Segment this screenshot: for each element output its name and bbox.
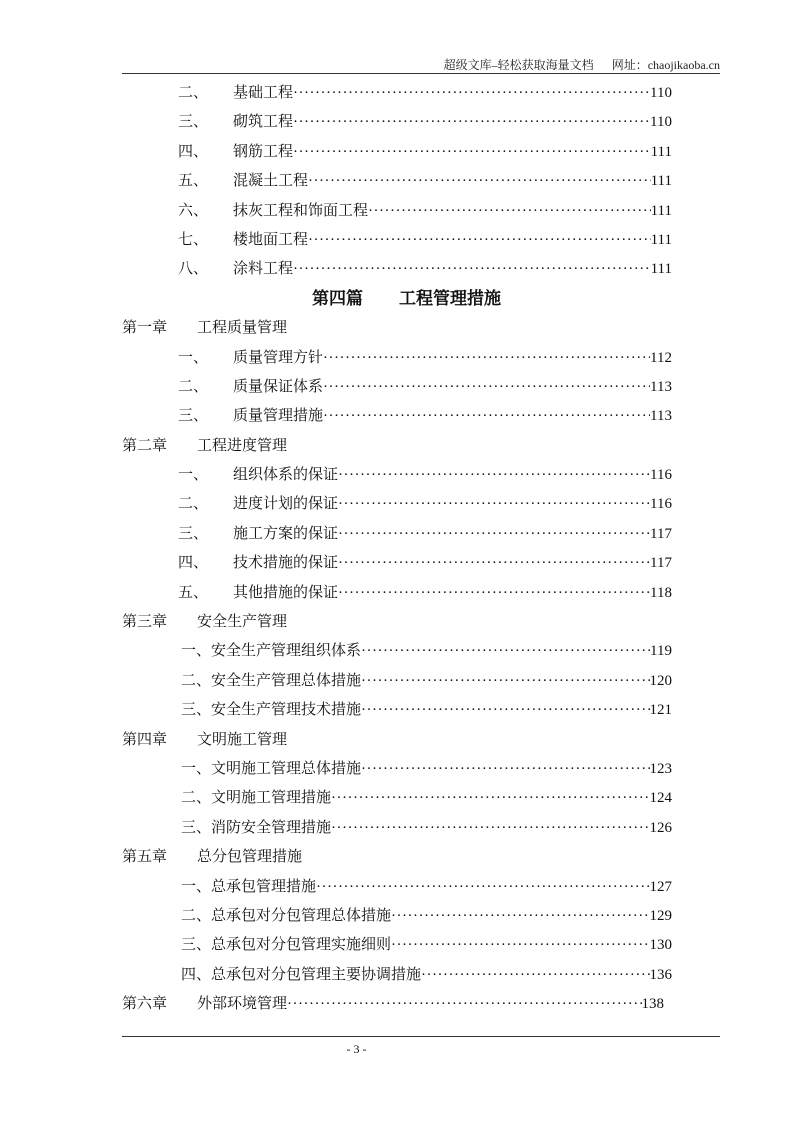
part-heading (0, 285, 793, 314)
toc-page-number: 111 (650, 143, 672, 160)
toc-number: 七、 (178, 231, 209, 248)
toc-page-number: 123 (649, 760, 672, 777)
dot-leader (293, 108, 650, 137)
dot-leader (331, 814, 649, 843)
dot-leader (331, 784, 649, 813)
dot-leader (368, 197, 651, 226)
toc-number: 第三章 (122, 614, 168, 631)
toc-page-number: 111 (650, 261, 672, 278)
dot-leader (293, 138, 651, 167)
toc-title: 涂料工程 (233, 261, 294, 278)
dot-leader (338, 520, 650, 549)
dot-leader (421, 961, 649, 990)
dot-leader (361, 637, 650, 666)
toc-number: 六、 (178, 202, 209, 219)
dot-leader (293, 79, 650, 108)
page-number: - 3 - (346, 1042, 367, 1056)
dot-leader (338, 579, 650, 608)
toc-chapter (0, 314, 793, 343)
toc-number: 八、 (178, 261, 209, 278)
dot-leader (323, 373, 650, 402)
toc-title: 安全生产管理 (197, 614, 288, 631)
toc-number: 五、 (178, 584, 209, 601)
toc-page-number: 121 (649, 702, 672, 719)
toc-entry[interactable] (0, 197, 672, 226)
toc-title: 工程质量管理 (197, 320, 288, 337)
toc-title: 二、安全生产管理总体措施 (181, 672, 362, 689)
toc-title: 三、消防安全管理措施 (181, 819, 332, 836)
toc-title: 三、总承包对分包管理实施细则 (181, 937, 392, 954)
toc-entry[interactable] (0, 784, 672, 813)
toc-page-number: 126 (649, 819, 672, 836)
toc-entry[interactable] (0, 873, 672, 902)
toc-entry[interactable] (0, 961, 672, 990)
dot-leader (361, 667, 649, 696)
toc-page-number: 116 (650, 496, 672, 513)
toc-chapter[interactable] (0, 990, 664, 1019)
toc-entry[interactable] (0, 167, 672, 196)
toc-title: 一、总承包管理措施 (181, 878, 317, 895)
toc-entry[interactable] (0, 520, 672, 549)
toc-entry[interactable] (0, 255, 672, 284)
toc-number: 一、 (178, 349, 209, 366)
dot-leader (323, 402, 650, 431)
toc-page-number: 110 (650, 85, 672, 101)
toc-title: 质量管理方针 (233, 349, 324, 366)
dot-leader (338, 490, 650, 519)
toc-title: 施工方案的保证 (233, 525, 339, 542)
toc-entry[interactable] (0, 667, 672, 696)
header-site: 超级文库–轻松获取海量文档 (443, 58, 594, 72)
toc-title: 质量保证体系 (233, 378, 324, 395)
toc-number: 四、 (178, 143, 209, 160)
toc-number: 五、 (178, 173, 209, 190)
toc-page-number: 117 (650, 555, 672, 572)
toc-title: 抹灰工程和饰面工程 (233, 202, 369, 219)
toc-number: 第六章 (122, 996, 168, 1013)
toc-page-number: 129 (649, 907, 672, 924)
dot-leader (391, 931, 649, 960)
toc-number: 第四章 (122, 731, 168, 748)
toc-chapter (0, 432, 793, 461)
toc-number: 二、 (178, 378, 209, 395)
dot-leader (338, 461, 650, 490)
toc-page-number: 136 (649, 966, 672, 983)
dot-leader (287, 990, 641, 1019)
toc-number: 第五章 (122, 849, 168, 866)
dot-leader (323, 344, 650, 373)
toc-title: 四、总承包对分包管理主要协调措施 (181, 966, 422, 983)
toc-entry[interactable] (0, 226, 672, 255)
toc-page-number: 110 (650, 114, 672, 131)
toc-number: 三、 (178, 114, 209, 131)
toc-entry[interactable] (0, 490, 672, 519)
toc-title: 三、安全生产管理技术措施 (181, 702, 362, 719)
toc-page-number: 120 (649, 672, 672, 689)
toc-title: 楼地面工程 (233, 231, 309, 248)
toc-title: 总分包管理措施 (197, 849, 303, 866)
toc-number: 二、 (178, 496, 209, 513)
dot-leader (361, 696, 649, 725)
toc-entry[interactable] (0, 79, 672, 108)
toc-entry[interactable] (0, 696, 672, 725)
toc-title: 进度计划的保证 (233, 496, 339, 513)
toc-title: 工程进度管理 (197, 437, 288, 454)
toc-entry[interactable] (0, 814, 672, 843)
toc-page-number: 111 (650, 173, 672, 190)
toc-page-number: 112 (650, 349, 672, 366)
header-url: 网址：chaojikaoba.cn (611, 58, 720, 72)
toc-page-number: 111 (650, 202, 672, 219)
toc-title: 钢筋工程 (233, 143, 294, 160)
toc-title: 技术措施的保证 (233, 555, 339, 572)
toc-page-number: 127 (649, 878, 672, 895)
toc-number: 二、 (178, 85, 209, 101)
toc-number: 第一章 (122, 320, 168, 337)
toc-page-number: 116 (650, 467, 672, 484)
toc-title: 工程管理措施 (399, 288, 501, 309)
toc-page-number: 124 (649, 790, 672, 807)
toc-title: 其他措施的保证 (233, 584, 339, 601)
toc-chapter (0, 726, 793, 755)
toc-number: 三、 (178, 408, 209, 425)
dot-leader (308, 167, 651, 196)
table-of-contents (0, 79, 793, 1020)
toc-entry[interactable] (0, 138, 672, 167)
toc-number: 四、 (178, 555, 209, 572)
toc-page-number: 119 (650, 643, 672, 660)
toc-page-number: 118 (650, 584, 672, 601)
page-header (444, 56, 720, 73)
toc-page-number: 111 (650, 231, 672, 248)
toc-entry[interactable] (0, 108, 672, 137)
toc-number: 一、 (178, 467, 209, 484)
toc-entry[interactable] (0, 579, 672, 608)
dot-leader (391, 902, 649, 931)
toc-entry[interactable] (0, 549, 672, 578)
toc-chapter (0, 608, 793, 637)
dot-leader (361, 755, 649, 784)
toc-page-number: 130 (649, 937, 672, 954)
toc-number: 第二章 (122, 437, 168, 454)
toc-entry[interactable] (0, 402, 672, 431)
toc-page-number: 113 (650, 408, 672, 425)
toc-entry[interactable] (0, 755, 672, 784)
toc-page-number: 113 (650, 378, 672, 395)
dot-leader (338, 549, 650, 578)
toc-entry[interactable] (0, 931, 672, 960)
toc-title: 二、文明施工管理措施 (181, 790, 332, 807)
toc-title: 基础工程 (233, 85, 294, 101)
toc-entry[interactable] (0, 461, 672, 490)
dot-leader (308, 226, 651, 255)
toc-entry[interactable] (0, 637, 672, 666)
toc-title: 二、总承包对分包管理总体措施 (181, 907, 392, 924)
toc-entry[interactable] (0, 373, 672, 402)
toc-title: 一、文明施工管理总体措施 (181, 760, 362, 777)
spacer (363, 285, 399, 314)
toc-title: 一、安全生产管理组织体系 (181, 643, 362, 660)
toc-title: 组织体系的保证 (233, 467, 339, 484)
toc-number: 第四篇 (312, 288, 363, 309)
toc-title: 文明施工管理 (197, 731, 288, 748)
footer-rule (122, 1036, 720, 1037)
toc-chapter (0, 843, 793, 872)
toc-title: 外部环境管理 (197, 996, 288, 1013)
header-rule (122, 73, 720, 74)
toc-number: 三、 (178, 525, 209, 542)
toc-entry[interactable] (0, 344, 672, 373)
toc-title: 砌筑工程 (233, 114, 294, 131)
dot-leader (316, 873, 649, 902)
toc-title: 混凝土工程 (233, 173, 309, 190)
toc-title: 质量管理措施 (233, 408, 324, 425)
dot-leader (293, 255, 651, 284)
toc-page-number: 117 (650, 525, 672, 542)
toc-entry[interactable] (0, 902, 672, 931)
toc-page-number: 138 (641, 996, 664, 1013)
